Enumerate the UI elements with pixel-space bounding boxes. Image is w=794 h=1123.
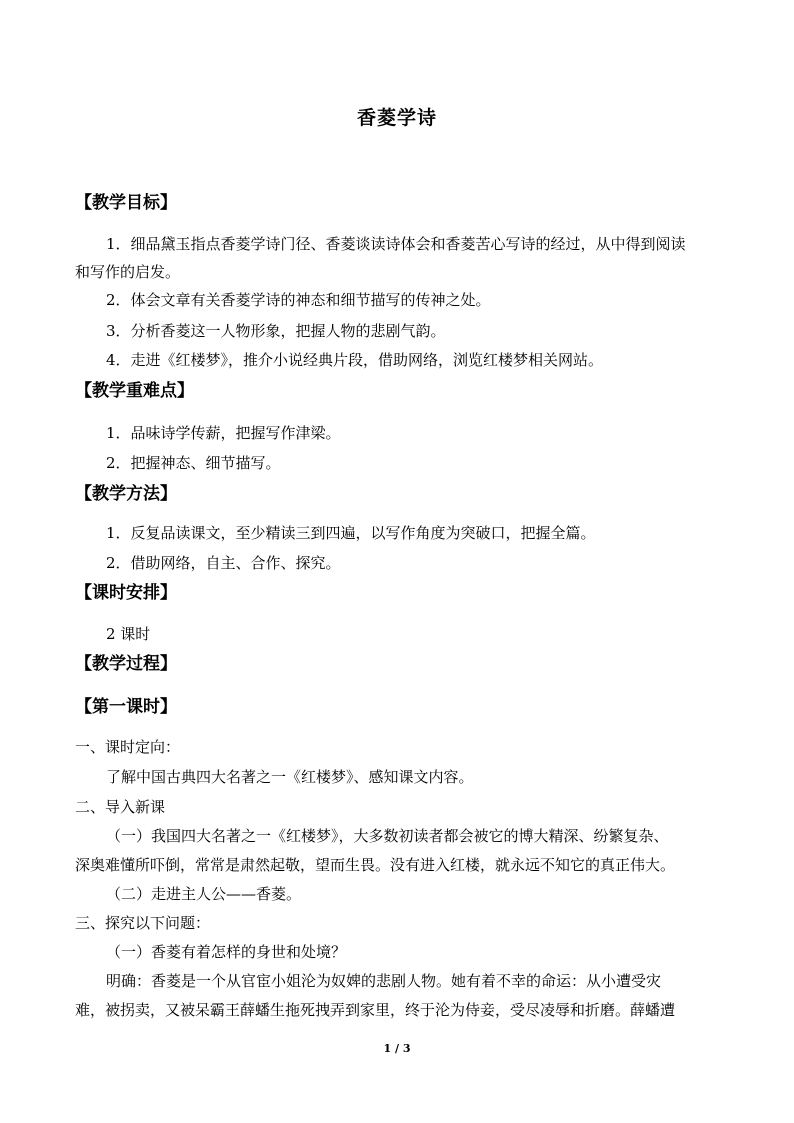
objective-item-2: 2．体会文章有关香菱学诗的神态和细节描写的传神之处。 [106,291,491,309]
first-lesson-heading: 【第一课时】 [75,697,177,717]
objective-item-3: 3．分析香菱这一人物形象，把握人物的悲剧气韵。 [106,322,446,340]
process-heading: 【教学过程】 [75,654,177,674]
methods-heading: 【教学方法】 [75,484,177,504]
schedule-value: 2 课时 [106,625,151,643]
step-2-paragraph-a-line-1: （一）我国四大名著之一《红楼梦》，大多数初读者都会被它的博大精深、纷繁复杂、 [106,827,669,845]
page-number: 1 / 3 [383,1042,411,1055]
method-item-1: 1．反复品读课文，至少精读三到四遍，以写作角度为突破口，把握全篇。 [106,524,596,542]
step-3-question-1: （一）香菱有着怎样的身世和处境？ [106,943,347,961]
step-2-title: 二、导入新课 [75,798,166,816]
step-1-text: 了解中国古典四大名著之一《红楼梦》、感知课文内容。 [106,768,474,786]
keypoint-item-1: 1．品味诗学传薪，把握写作津梁。 [106,424,341,442]
keypoints-heading: 【教学重难点】 [75,381,194,401]
step-3-title: 三、探究以下问题： [75,914,211,932]
keypoint-item-2: 2．把握神态、细节描写。 [106,454,281,472]
objective-item-1-line-1: 1．细品黛玉指点香菱学诗门径、香菱谈读诗体会和香菱苦心写诗的经过，从中得到阅读 [106,235,686,253]
step-3-answer-line-1: 明确：香菱是一个从官宦小姐沦为奴婢的悲剧人物。她有着不幸的命运：从小遭受灾 [106,972,662,990]
schedule-heading: 【课时安排】 [75,583,177,603]
step-2-paragraph-a-line-2: 深奥难懂所吓倒，常常是肃然起敬，望而生畏。没有进入红楼，就永远不知它的真正伟大。 [75,856,676,874]
document-title: 香菱学诗 [356,107,437,129]
method-item-2: 2．借助网络，自主、合作、探究。 [106,554,341,572]
objective-item-1-line-2: 和写作的启发。 [75,263,181,281]
objectives-heading: 【教学目标】 [75,193,177,213]
objective-item-4: 4．走进《红楼梦》，推介小说经典片段，借助网络，浏览红楼梦相关网站。 [106,351,604,369]
step-2-paragraph-b: （二）走进主人公——香菱。 [106,885,302,903]
step-3-answer-line-2: 难，被拐卖，又被呆霸王薛蟠生拖死拽弄到家里，终于沦为侍妾，受尽凌辱和折磨。薛蟠遭 [75,1001,676,1019]
step-1-title: 一、课时定向： [75,738,181,756]
